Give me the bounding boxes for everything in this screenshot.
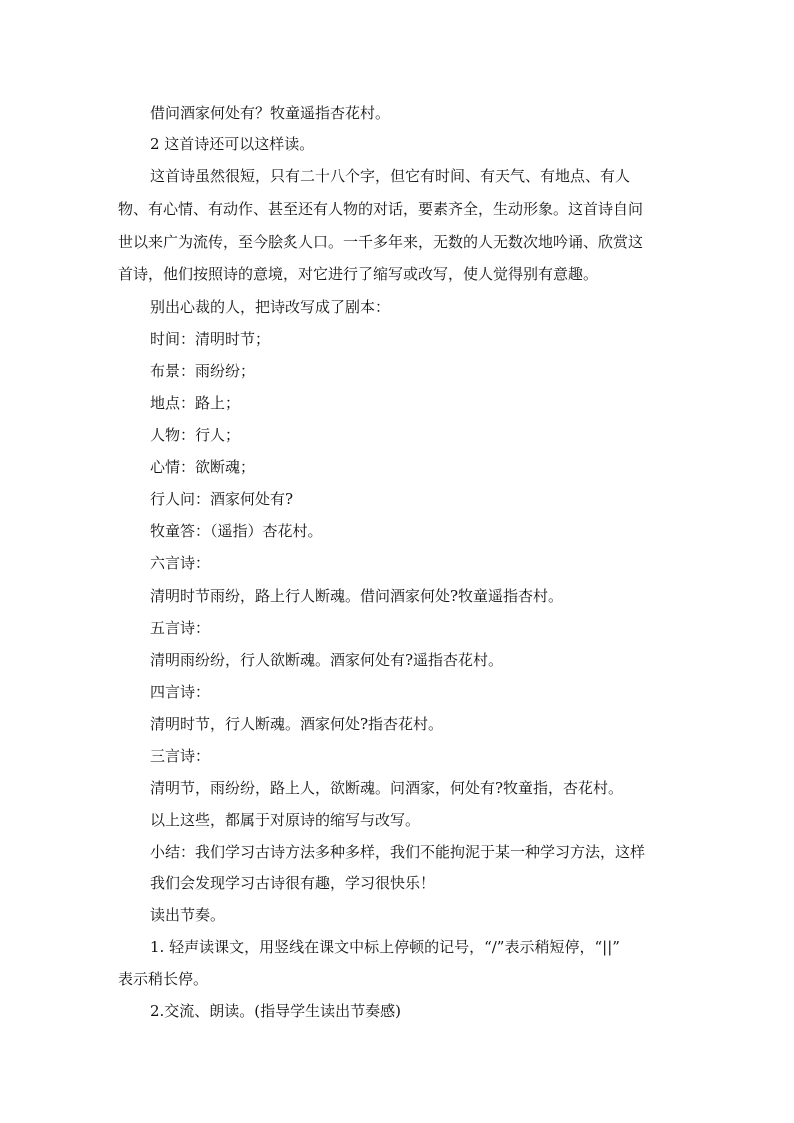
- paragraph-line: 以上这些，都属于对原诗的缩写与改写。: [150, 811, 421, 829]
- instruction-line: 表示稍长停。: [118, 970, 209, 988]
- poem-form-label: 五言诗：: [150, 619, 211, 637]
- poem-form-label: 四言诗：: [150, 683, 211, 701]
- poem-line: 借问酒家何处有？牧童遥指杏花村。: [150, 104, 391, 122]
- poem-variant: 清明雨纷纷，行人欲断魂。酒家何处有?遥指杏花村。: [150, 651, 504, 669]
- summary-line: 我们会发现学习古诗很有趣，学习很快乐！: [150, 874, 436, 892]
- section-heading: 读出节奏。: [150, 906, 226, 924]
- script-line-mood: 心情：欲断魂；: [150, 458, 256, 476]
- script-line-character: 人物：行人；: [150, 426, 241, 444]
- poem-form-label: 三言诗：: [150, 747, 211, 765]
- poem-variant: 清明时节雨纷，路上行人断魂。借问酒家何处?牧童遥指杏村。: [150, 587, 564, 605]
- script-line-question: 行人问：酒家何处有?: [150, 490, 294, 508]
- poem-variant: 清明时节，行人断魂。酒家何处?指杏花村。: [150, 715, 444, 733]
- instruction-line: 1. 轻声读课文，用竖线在课文中标上停顿的记号，“/”表示稍短停，“||”: [150, 938, 620, 956]
- paragraph-line: 世以来广为流传，至今脍炙人口。一千多年来，无数的人无数次地吟诵、欣赏这: [118, 233, 644, 251]
- paragraph-line: 首诗，他们按照诗的意境，对它进行了缩写或改写，使人觉得别有意趣。: [118, 265, 599, 283]
- paragraph-line: 别出心裁的人，把诗改写成了剧本：: [150, 298, 391, 316]
- section-heading: 2 这首诗还可以这样读。: [150, 135, 315, 153]
- script-line-answer: 牧童答：（遥指）杏花村。: [150, 522, 323, 540]
- script-line-scene: 布景：雨纷纷；: [150, 362, 256, 380]
- poem-form-label: 六言诗：: [150, 554, 211, 572]
- poem-variant: 清明节，雨纷纷，路上人，欲断魂。问酒家，何处有?牧童指，杏花村。: [150, 779, 624, 797]
- instruction-line: 2.交流、朗读。(指导学生读出节奏感): [150, 1002, 402, 1020]
- paragraph-line: 物、有心情、有动作、甚至还有人物的对话，要素齐全，生动形象。这首诗自问: [118, 200, 644, 218]
- summary-line: 小结：我们学习古诗方法多种多样，我们不能拘泥于某一种学习方法，这样: [150, 843, 646, 861]
- script-line-place: 地点：路上；: [150, 394, 241, 412]
- script-line-time: 时间：清明时节；: [150, 330, 271, 348]
- paragraph-line: 这首诗虽然很短，只有二十八个字，但它有时间、有天气、有地点、有人: [150, 167, 631, 185]
